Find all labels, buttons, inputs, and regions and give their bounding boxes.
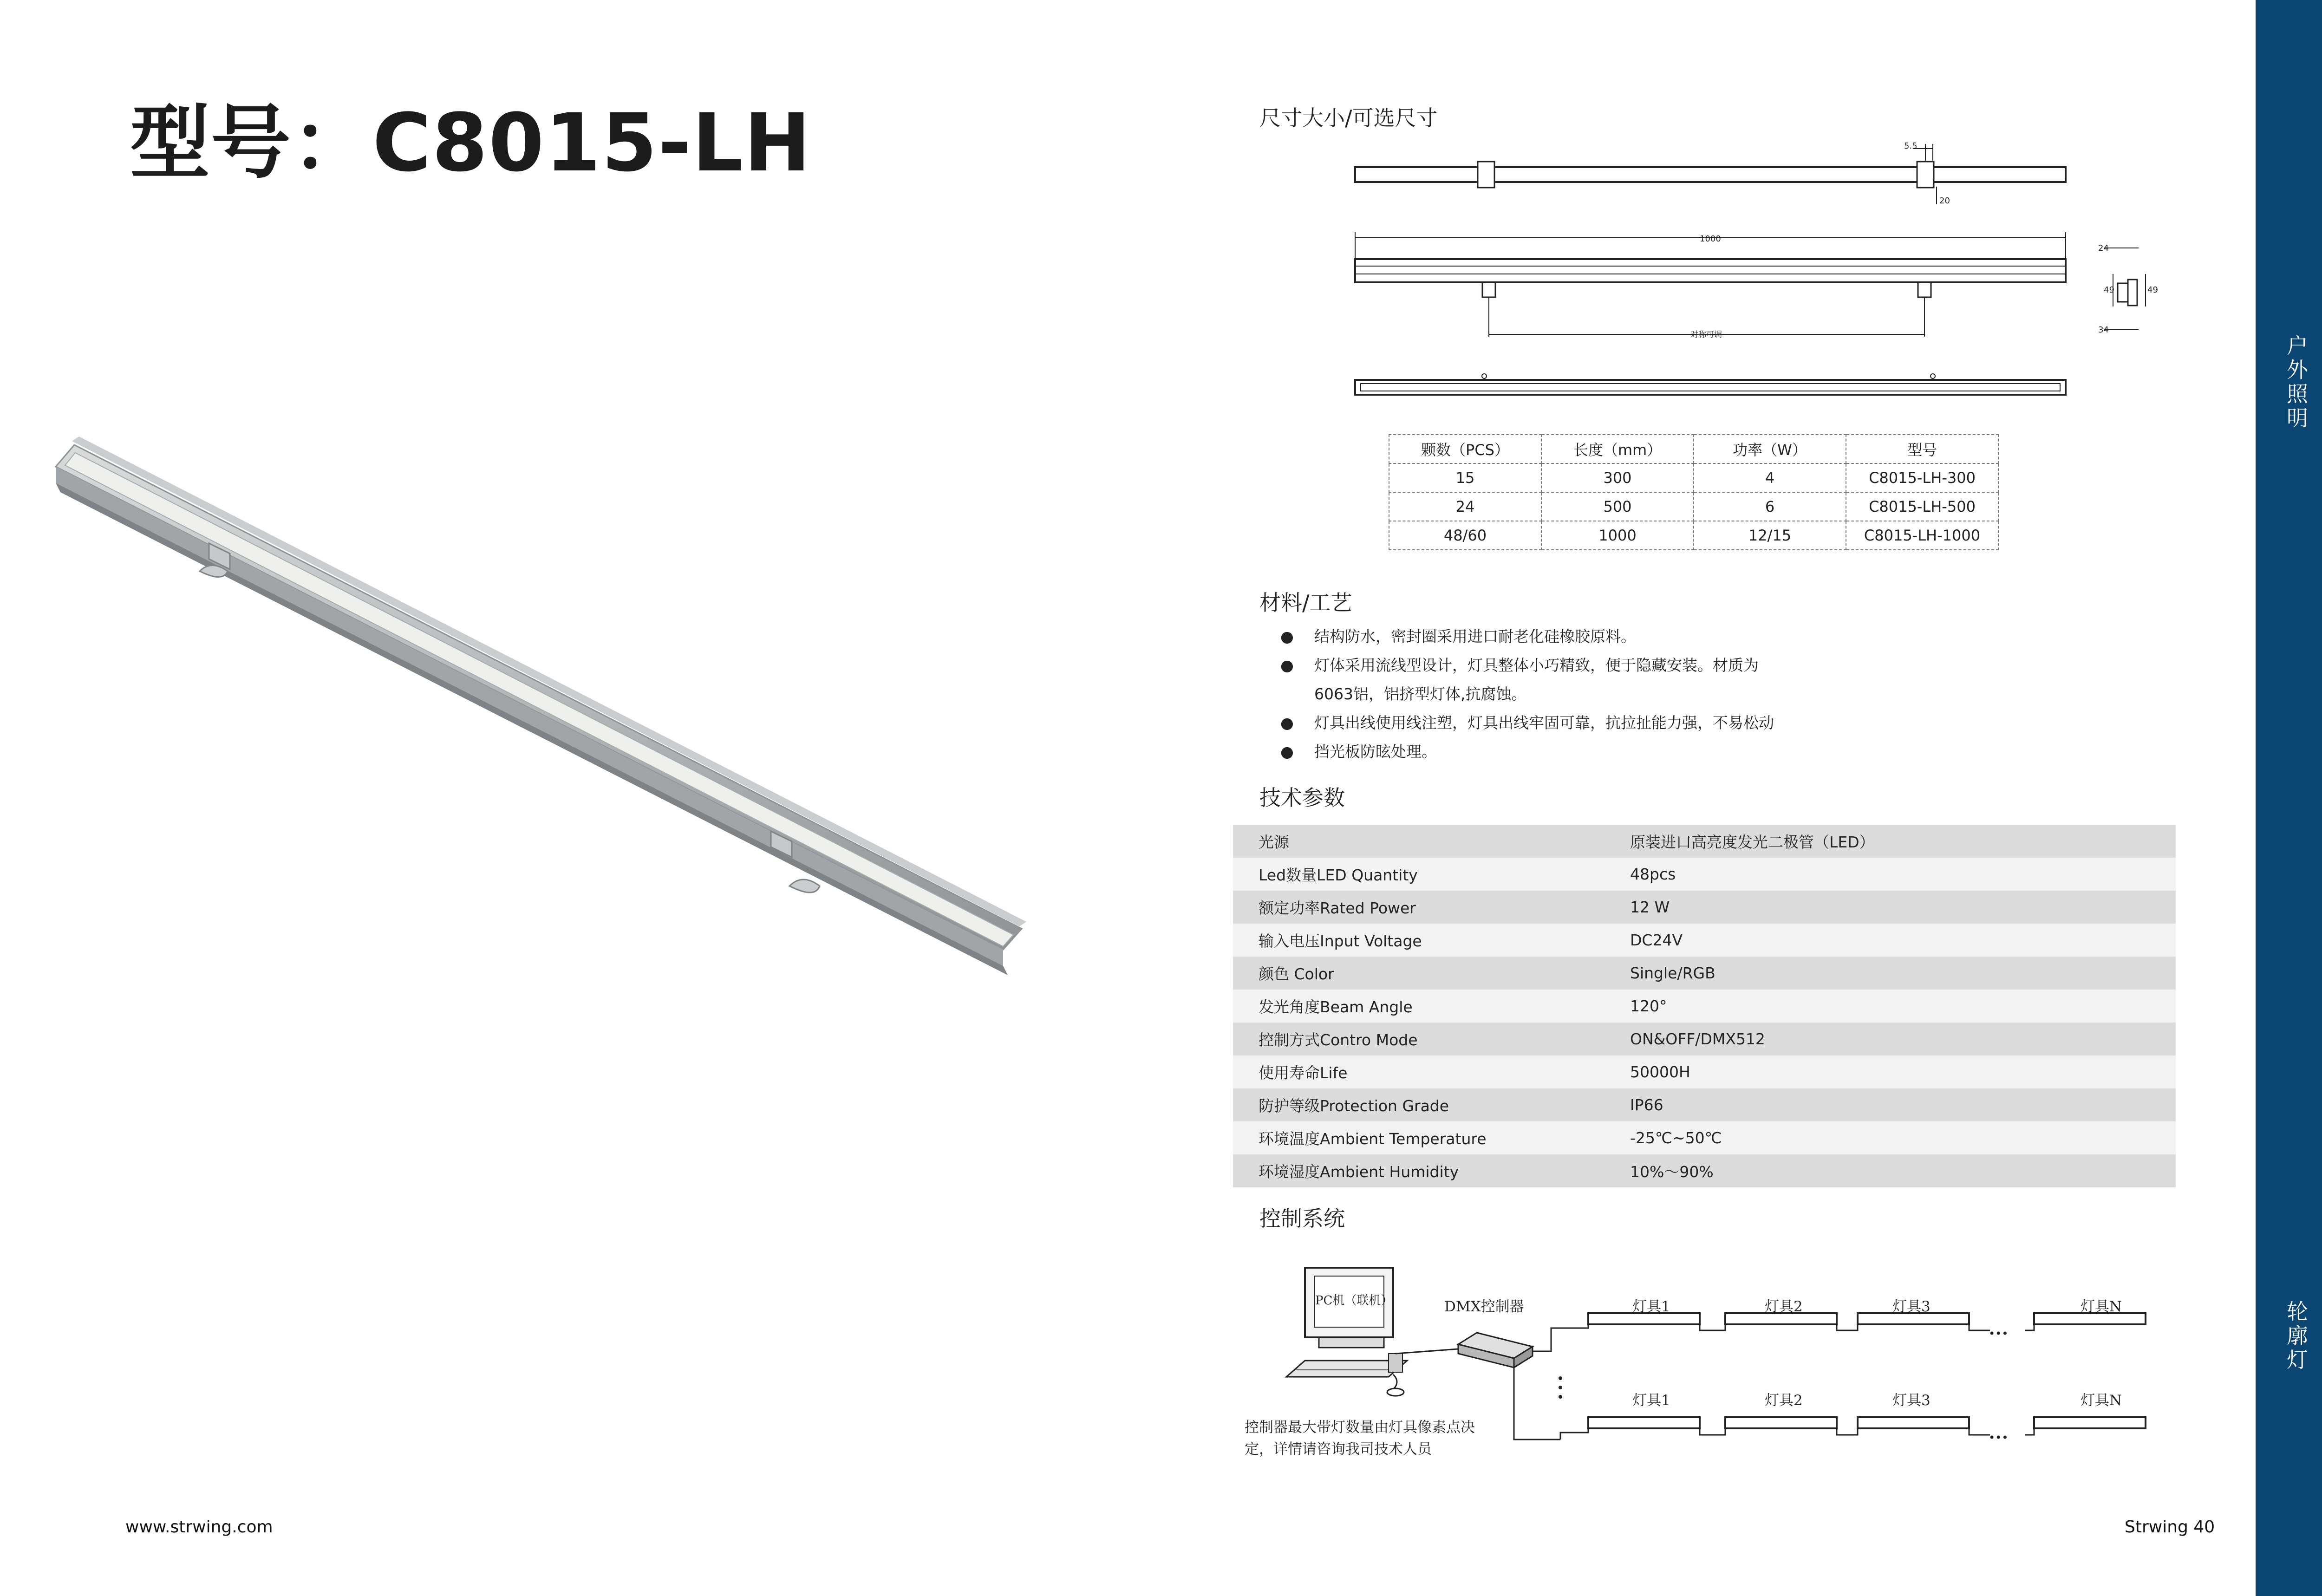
table-cell: C8015-LH-1000 (1846, 521, 1998, 550)
table-header: 颗数（PCS） (1389, 435, 1541, 463)
dim-side-w2: 34 (2098, 325, 2109, 335)
sidebar-subcategory-label: 轮廓灯 (2283, 1300, 2309, 1373)
table-row (1233, 825, 2176, 858)
table-cell: 48/60 (1389, 521, 1541, 550)
sidebar-category-label: 户外照明 (2283, 334, 2309, 431)
list-item-text: 灯具出线使用线注塑，灯具出线牢固可靠，抗拉扯能力强，不易松动 (1314, 714, 1774, 732)
pc-icon (1286, 1268, 1407, 1396)
table-header: 功率（W） (1694, 435, 1846, 463)
list-item-text: 灯体采用流线型设计，灯具整体小巧精致，便于隐藏安装。材质为 (1314, 656, 1759, 674)
list-item (1279, 622, 1883, 651)
table-cell: 15 (1389, 463, 1541, 492)
spec-key: 控制方式Contro Mode (1259, 1031, 1418, 1049)
spec-value: IP66 (1630, 1096, 1663, 1114)
spec-value: ON&OFF/DMX512 (1630, 1030, 1765, 1048)
fixture-label: 灯具1 (1632, 1298, 1670, 1315)
section-title-tech: 技术参数 (1259, 785, 1345, 810)
table-cell: 1000 (1541, 521, 1694, 550)
spec-value: 原装进口高亮度发光二极管（LED） (1630, 833, 1875, 851)
spec-key: 环境湿度Ambient Humidity (1259, 1163, 1459, 1181)
technical-drawing (1347, 135, 2178, 404)
spec-table (1233, 825, 2176, 1187)
spec-value: -25℃~50℃ (1630, 1129, 1722, 1147)
spec-key: 发光角度Beam Angle (1259, 998, 1413, 1016)
bullet-icon: ● (1280, 656, 1294, 674)
spec-key: 额定功率Rated Power (1259, 899, 1416, 917)
spec-value: 48pcs (1630, 865, 1676, 883)
spec-value: 50000H (1630, 1063, 1690, 1081)
fixture-label: 灯具3 (1892, 1392, 1931, 1409)
list-item (1279, 737, 1883, 766)
footer-website: www.strwing.com (125, 1518, 273, 1537)
table-cell: 4 (1694, 463, 1846, 492)
page-title: 型号：C8015-LH (130, 96, 812, 189)
bullet-icon: ● (1280, 714, 1294, 732)
spec-value: 10%～90% (1630, 1163, 1714, 1181)
product-image (46, 432, 1045, 980)
section-title-control: 控制系统 (1259, 1206, 1345, 1231)
table-row (1233, 990, 2176, 1023)
spec-key: 颜色 Color (1259, 965, 1334, 983)
list-item-text: 结构防水，密封圈采用进口耐老化硅橡胶原料。 (1314, 627, 1636, 645)
material-list (1279, 622, 1883, 766)
fixture-label: 灯具N (2081, 1392, 2122, 1409)
bullet-icon: ● (1280, 627, 1294, 645)
spec-key: 防护等级Protection Grade (1259, 1097, 1449, 1115)
table-header-row (1389, 435, 1998, 463)
list-item (1279, 709, 1883, 737)
table-row (1233, 1154, 2176, 1187)
spec-key: 光源 (1259, 833, 1289, 851)
table-header: 长度（mm） (1541, 435, 1694, 463)
fixture-label: 灯具3 (1892, 1298, 1931, 1315)
table-row (1233, 1088, 2176, 1121)
table-cell: 12/15 (1694, 521, 1846, 550)
fixture-row-2 (1560, 1417, 2146, 1440)
spec-value: DC24V (1630, 931, 1683, 949)
spec-key: 环境温度Ambient Temperature (1259, 1130, 1487, 1148)
dim-top-b: 20 (1939, 196, 1950, 206)
pc-label: PC机（联机） (1315, 1294, 1393, 1308)
table-cell: 6 (1694, 492, 1846, 521)
dim-side-h1: 49 (2104, 285, 2114, 295)
dim-side-w1: 24 (2098, 243, 2109, 253)
fixture-label: 灯具N (2081, 1298, 2122, 1315)
bullet-icon: ● (1280, 743, 1294, 761)
table-cell: C8015-LH-300 (1846, 463, 1998, 492)
spec-key: 输入电压Input Voltage (1259, 932, 1422, 950)
fixture-label: 灯具2 (1765, 1298, 1803, 1315)
table-header: 型号 (1846, 435, 1998, 463)
fixture-label: 灯具2 (1765, 1392, 1803, 1409)
table-row (1233, 891, 2176, 924)
spec-value: 12 W (1630, 898, 1670, 916)
control-note-line-2: 定，详情请咨询我司技术人员 (1245, 1441, 1432, 1458)
dim-top-a: 5.5 (1904, 141, 1918, 151)
dim-length: 1000 (1700, 234, 1721, 244)
table-row (1233, 924, 2176, 957)
dim-adjustable: 对称可调 (1690, 330, 1722, 339)
spec-value: 120° (1630, 997, 1667, 1015)
table-row (1233, 1121, 2176, 1154)
footer-page-number: Strwing 40 (2125, 1518, 2215, 1537)
table-row (1233, 1023, 2176, 1055)
sidebar (2256, 0, 2322, 1596)
dimension-table (1389, 434, 1999, 550)
fixture-row-1 (1560, 1313, 2146, 1330)
table-row (1233, 1055, 2176, 1088)
table-row (1389, 463, 1998, 492)
section-title-material: 材料/工艺 (1259, 590, 1352, 615)
section-title-size: 尺寸大小/可选尺寸 (1259, 105, 1438, 130)
dmx-label: DMX控制器 (1444, 1298, 1524, 1315)
table-row (1233, 957, 2176, 990)
list-item-text: 挡光板防眩处理。 (1314, 743, 1437, 761)
spec-value: Single/RGB (1630, 964, 1715, 982)
spec-key: Led数量LED Quantity (1259, 866, 1418, 884)
ellipsis-label: ••• (1989, 1431, 2009, 1444)
table-row (1389, 521, 1998, 550)
table-row (1389, 492, 1998, 521)
table-cell: 300 (1541, 463, 1694, 492)
dim-side-h2: 49 (2147, 285, 2158, 295)
list-item (1279, 651, 1883, 709)
spec-key: 使用寿命Life (1259, 1064, 1348, 1082)
list-item-text: 6063铝，铝挤型灯体,抗腐蚀。 (1314, 685, 1527, 703)
table-row (1233, 858, 2176, 891)
table-cell: 24 (1389, 492, 1541, 521)
table-cell: C8015-LH-500 (1846, 492, 1998, 521)
fixture-label: 灯具1 (1632, 1392, 1670, 1409)
dmx-controller-icon (1458, 1333, 1533, 1368)
control-note-line-1: 控制器最大带灯数量由灯具像素点决 (1245, 1419, 1475, 1436)
ellipsis-label: ••• (1989, 1327, 2009, 1340)
table-cell: 500 (1541, 492, 1694, 521)
